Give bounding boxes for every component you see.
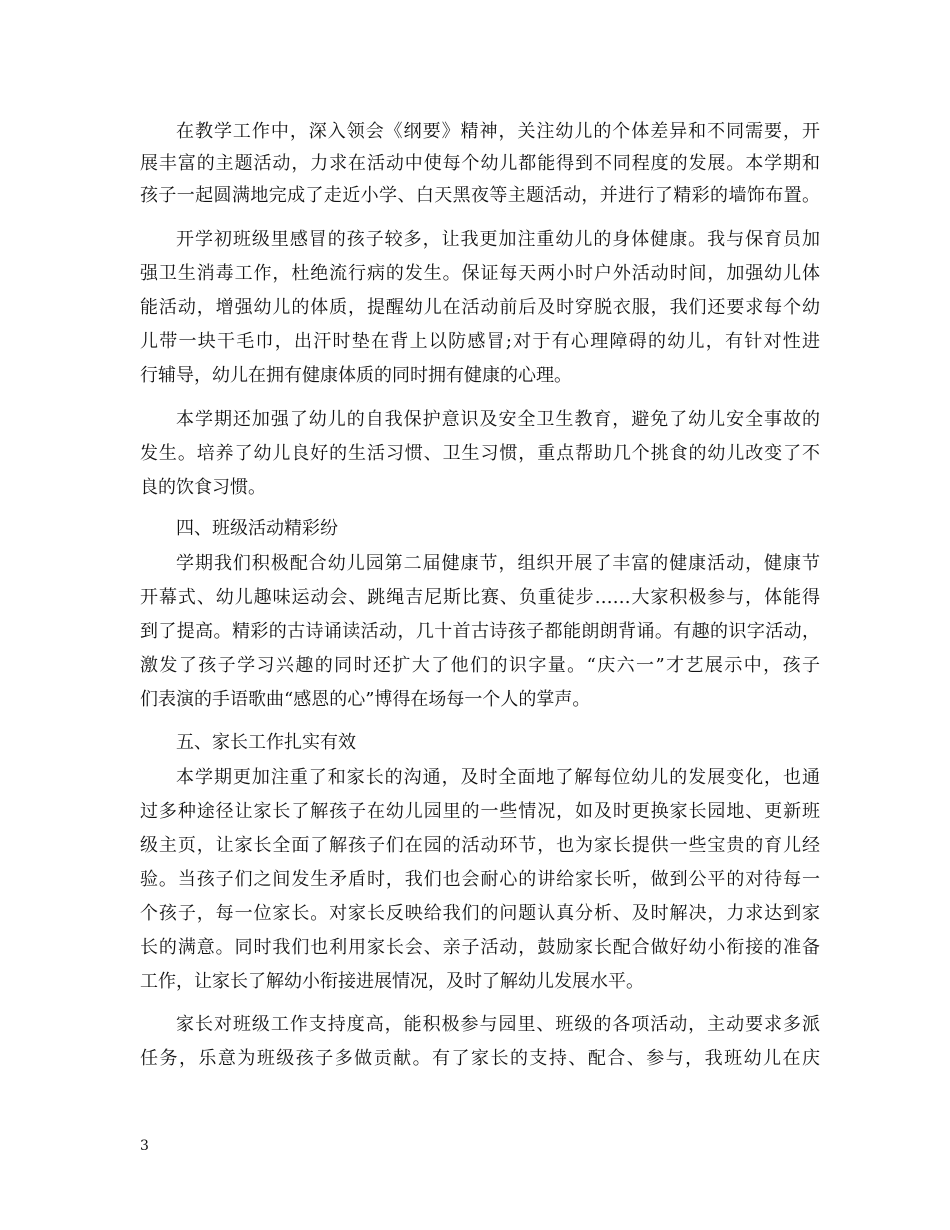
paragraph-line: 过多种途径让家长了解孩子在幼儿园里的一些情况，如及时更换家长园地、更新班	[140, 801, 820, 822]
paragraph-line: 个孩子，每一位家长。对家长反映给我们的问题认真分析、及时解决，力求达到家	[140, 903, 820, 924]
section-heading: 五、家长工作扎实有效	[176, 732, 356, 753]
paragraph-line: 良的饮食习惯。	[140, 477, 266, 498]
paragraph-line: 能活动，增强幼儿的体质，提醒幼儿在活动前后及时穿脱衣服，我们还要求每个幼	[140, 297, 820, 318]
paragraph-line: 本学期更加注重了和家长的沟通，及时全面地了解每位幼儿的发展变化，也通	[176, 767, 820, 788]
paragraph-line: 任务，乐意为班级孩子多做贡献。有了家长的支持、配合、参与，我班幼儿在庆	[140, 1048, 820, 1069]
paragraph-line: 激发了孩子学习兴趣的同时还扩大了他们的识字量。“庆六一”才艺展示中，孩子	[140, 655, 820, 676]
paragraph-line: 强卫生消毒工作，杜绝流行病的发生。保证每天两小时户外活动时间，加强幼儿体	[140, 263, 820, 284]
paragraph-line: 验。当孩子们之间发生矛盾时，我们也会耐心的讲给家长听，做到公平的对待每一	[140, 869, 820, 890]
paragraph-line: 展丰富的主题活动，力求在活动中使每个幼儿都能得到不同程度的发展。本学期和	[140, 153, 820, 174]
paragraph-line: 级主页，让家长全面了解孩子们在园的活动环节，也为家长提供一些宝贵的育儿经	[140, 835, 820, 856]
paragraph-line: 孩子一起圆满地完成了走近小学、白天黑夜等主题活动，并进行了精彩的墙饰布置。	[140, 185, 820, 206]
paragraph-line: 发生。培养了幼儿良好的生活习惯、卫生习惯，重点帮助几个挑食的幼儿改变了不	[140, 443, 820, 464]
paragraph-line: 儿带一块干毛巾，出汗时垫在背上以防感冒;对于有心理障碍的幼儿，有针对性进	[140, 331, 820, 352]
paragraph-line: 们表演的手语歌曲“感恩的心”博得在场每一个人的掌声。	[140, 689, 591, 710]
paragraph-line: 家长对班级工作支持度高，能积极参与园里、班级的各项活动，主动要求多派	[176, 1014, 820, 1035]
paragraph-line: 开学初班级里感冒的孩子较多，让我更加注重幼儿的身体健康。我与保育员加	[176, 229, 820, 250]
paragraph-line: 本学期还加强了幼儿的自我保护意识及安全卫生教育，避免了幼儿安全事故的	[176, 409, 820, 430]
paragraph-line: 到了提高。精彩的古诗诵读活动，几十首古诗孩子都能朗朗背诵。有趣的识字活动，	[140, 621, 820, 642]
paragraph-line: 在教学工作中，深入领会《纲要》精神，关注幼儿的个体差异和不同需要，开	[176, 121, 820, 142]
paragraph-line: 长的满意。同时我们也利用家长会、亲子活动，鼓励家长配合做好幼小衔接的准备	[140, 937, 820, 958]
page-number: 3	[140, 1138, 149, 1154]
paragraph-line: 工作，让家长了解幼小衔接进展情况，及时了解幼儿发展水平。	[140, 971, 644, 992]
section-heading: 四、班级活动精彩纷	[176, 518, 338, 539]
paragraph-line: 开幕式、幼儿趣味运动会、跳绳吉尼斯比赛、负重徒步……大家积极参与，体能得	[140, 587, 820, 608]
paragraph-line: 学期我们积极配合幼儿园第二届健康节，组织开展了丰富的健康活动，健康节	[176, 553, 820, 574]
paragraph-line: 行辅导，幼儿在拥有健康体质的同时拥有健康的心理。	[140, 365, 572, 386]
